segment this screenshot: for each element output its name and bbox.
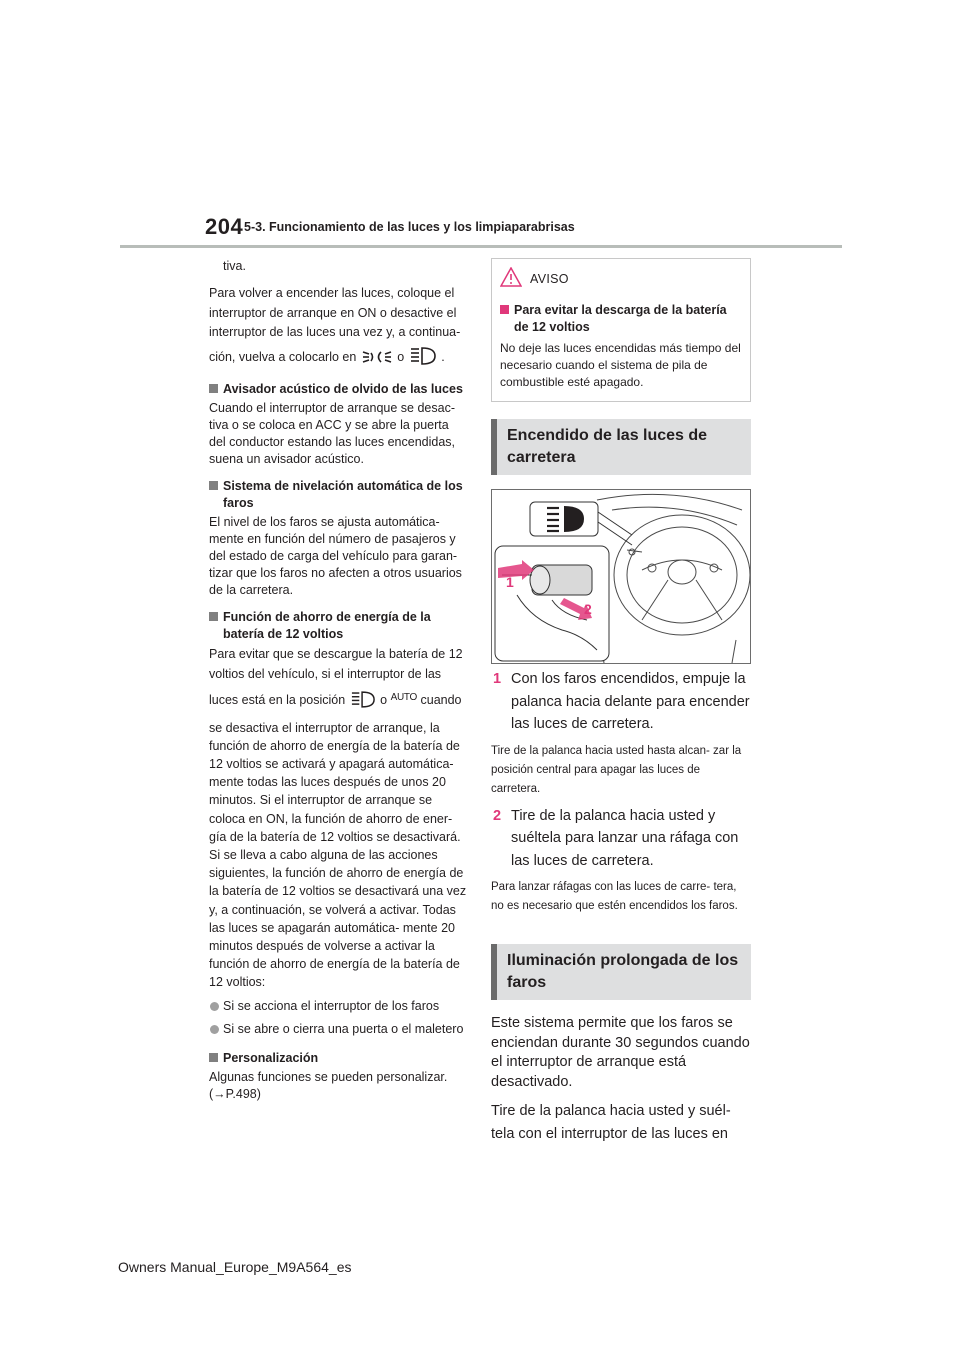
bullet-1-text: Si se acciona el interruptor de los faros [223, 998, 440, 1013]
figure-label-1: 1 [506, 574, 514, 590]
aviso-title [500, 302, 742, 336]
banner-iluminacion: Iluminación prolongada de los faros [491, 944, 751, 1000]
page-number: 204 [205, 214, 244, 239]
warning-triangle-icon [500, 267, 522, 292]
paragraph-tire: Tire de la palanca hacia usted y suél- tela con el interruptor de las luces en [491, 1103, 731, 1142]
square-bullet-icon [500, 305, 509, 314]
paragraph-cion [209, 347, 467, 372]
heading-nivelacion [209, 478, 467, 512]
step-2-number: 2 [493, 807, 502, 824]
heading-avisador [209, 381, 467, 398]
step-2-text: Tire de la palanca hacia usted y suéltela para lanzar una ráfaga con las luces de carretera. [511, 807, 739, 869]
aviso-text: No deje las luces encendidas más tiempo del necesario cuando el sistema de pila de combustible esté apagado. [500, 341, 741, 389]
aviso-label: AVISO [530, 272, 569, 286]
heading-ahorro [209, 609, 467, 643]
high-beam-icon-box [530, 502, 632, 545]
steering-lever-illustration [491, 489, 751, 664]
figure-label-2: 2 [584, 601, 592, 617]
list-item [209, 1021, 467, 1038]
parking-lights-icon [362, 349, 392, 372]
ahorro-text-a: luces está en la posición [209, 693, 346, 707]
paragraph-tiva: tiva. [223, 259, 246, 273]
paragraph-nivelacion: El nivel de los faros se ajusta automática- mente en función del número de pasajeros y del estado de carga del vehículo para garan- tizar que los faros no afecten a otros usuarios de la carretera. [209, 515, 462, 597]
paragraph-ahorro-1: Para evitar que se descargue la batería de 12 voltios del vehículo, si el interruptor de las [209, 647, 463, 681]
paragraph-sistema: Este sistema permite que los faros se enciendan durante 30 segundos cuando el interruptor de arranque está desactivado. [491, 1015, 750, 1090]
cion-text-end: . [441, 349, 445, 364]
cion-text-o: o [397, 349, 405, 364]
auto-label: AUTO [390, 692, 418, 703]
aviso-title-text: Para evitar la descarga de la batería de 12 voltios [514, 303, 727, 334]
round-bullet-icon [210, 1002, 219, 1011]
banner-encendido: Encendido de las luces de carretera [491, 419, 751, 475]
round-bullet-icon [210, 1025, 219, 1034]
square-bullet-icon [209, 481, 218, 490]
heading-nivelacion-text: Sistema de nivelación automática de los faros [223, 479, 463, 510]
headlight-icon [410, 347, 436, 372]
ahorro-text-c: cuando [420, 693, 462, 707]
list-item [209, 998, 467, 1015]
paragraph-avisador: Cuando el interruptor de arranque se desac- tiva o se coloca en ACC y se abre la puerta del conductor estando las luces encendidas, suena un avisador acústico. [209, 401, 455, 466]
footer-text: Owners Manual_Europe_M9A564_es [118, 1259, 352, 1275]
heading-ahorro-text: Función de ahorro de energía de la batería de 12 voltios [223, 610, 431, 641]
section-title: 5-3. Funcionamiento de las luces y los limpiaparabrisas [244, 220, 575, 234]
step-1 [491, 668, 751, 736]
header-rule [120, 245, 842, 248]
step-1-text: Con los faros encendidos, empuje la palanca hacia delante para encender las luces de carretera. [511, 671, 750, 732]
right-column [491, 258, 751, 1145]
aviso-header [500, 267, 742, 292]
headlight-icon [351, 691, 375, 715]
bullet-2-text: Si se abre o cierra una puerta o el maletero [223, 1021, 464, 1036]
cion-text-a: ción, vuelva a colocarlo en [209, 349, 357, 364]
left-column [209, 258, 467, 1109]
step-1-number: 1 [493, 671, 502, 687]
heading-personalizacion [209, 1050, 467, 1067]
note-1: Tire de la palanca hacia usted hasta alcan- zar la posición central para apagar las luces de carretera. [491, 744, 742, 795]
heading-avisador-text: Avisador acústico de olvido de las luces [223, 382, 463, 396]
paragraph-personalizacion: Algunas funciones se pueden personalizar. (→P.498) [209, 1069, 448, 1101]
step-2 [491, 805, 751, 873]
aviso-box [491, 258, 751, 402]
paragraph-ahorro-3: se desactiva el interruptor de arranque, la función de ahorro de energía de la batería de 12 voltios se activará y apagará automática- mente todas las luces después de unos 20 minutos. Si el interruptor de arranque se coloca en ON, la función de ahorro de ener- gía de la batería de 12 voltios se desactivará. Si se lleva a cabo alguna de las acciones siguientes, la función de ahorro de energía de la batería de 12 voltios se desactivará una vez y, a continuación, se volverá a activar. Todas las luces se apagarán automática- mente 20 minutos después de volverse a activar la función de ahorro de energía de la batería de 12 voltios: [209, 720, 467, 990]
paragraph-ahorro-2 [209, 688, 467, 715]
note-2: Para lanzar ráfagas con las luces de carre- tera, no es necesario que estén encendidos los faros. [491, 881, 738, 912]
paragraph-volver: Para volver a encender las luces, coloque el interruptor de arranque en ON o desactive el interruptor de las luces una vez y, a continua- [209, 286, 461, 339]
square-bullet-icon [209, 384, 218, 393]
heading-personalizacion-text: Personalización [223, 1050, 319, 1065]
square-bullet-icon [209, 612, 218, 621]
square-bullet-icon [209, 1053, 218, 1062]
ahorro-text-o: o [380, 693, 388, 707]
